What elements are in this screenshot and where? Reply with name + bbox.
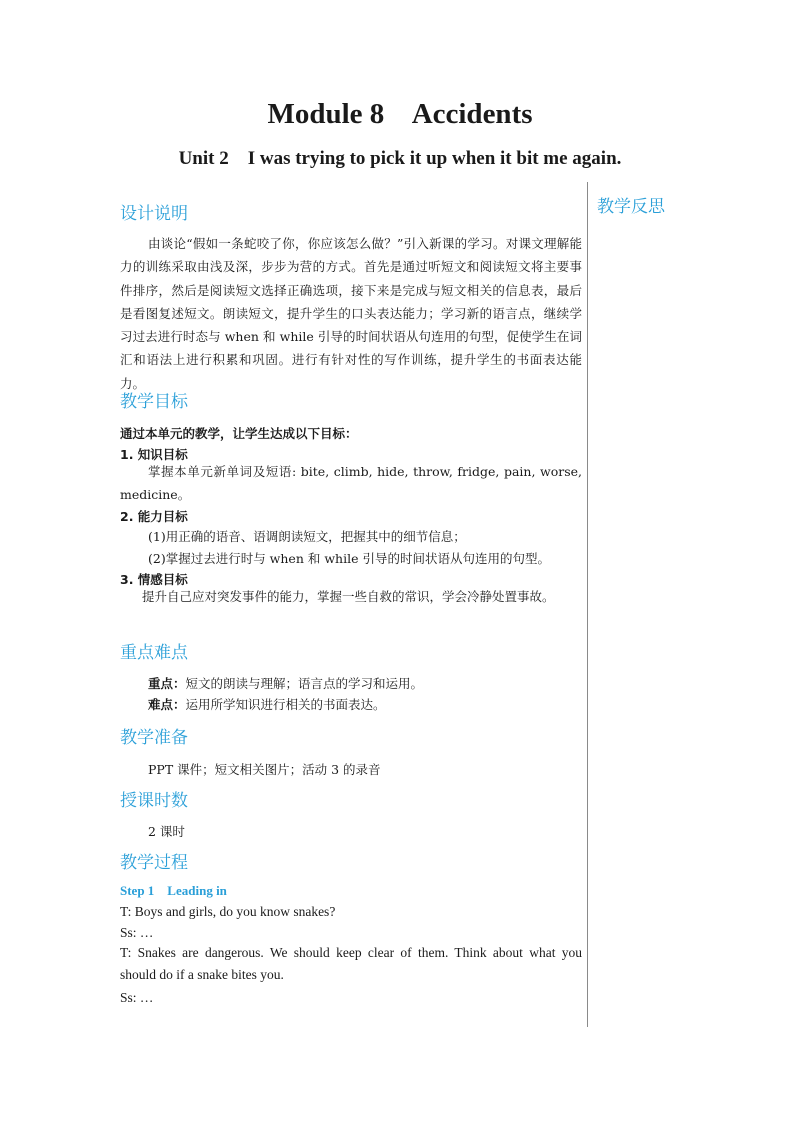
process-heading: 教学过程 — [120, 853, 188, 873]
key-points-heading: 重点难点 — [120, 643, 188, 663]
column-divider — [587, 182, 588, 1027]
ability-title: 2. 能力目标 — [120, 509, 188, 524]
emotion-text: 提升自己应对突发事件的能力，掌握一些自救的常识，学会冷静处置事故。 — [142, 589, 555, 604]
objectives-intro: 通过本单元的教学，让学生达成以下目标： — [120, 426, 358, 441]
reflection-heading: 教学反思 — [597, 197, 665, 217]
knowledge-title: 1. 知识目标 — [120, 447, 188, 462]
dialog-line: T: Snakes are dangerous. We should keep clear of them. Think about what you should do if a snake bites you. — [120, 945, 582, 982]
difficult-point-line — [148, 695, 386, 713]
dialog-line: T: Boys and girls, do you know snakes? — [120, 904, 336, 919]
key-text: 短文的朗读与理解；语言点的学习和运用。 — [185, 676, 424, 691]
hours-heading: 授课时数 — [120, 791, 188, 811]
step1-title: Step 1 Leading in — [120, 883, 227, 898]
knowledge-text: 掌握本单元新单词及短语: bite, climb, hide, throw, fridge, pain, worse, medicine。 — [120, 464, 582, 503]
ability-item-2: (2)掌握过去进行时与 when 和 while 引导的时间状语从句连用的句型。 — [148, 551, 550, 566]
hours-text: 2 课时 — [148, 824, 185, 839]
dialog-line: Ss: … — [120, 990, 154, 1005]
difficult-text: 运用所学知识进行相关的书面表达。 — [185, 697, 386, 712]
dialog-line: Ss: … — [120, 925, 154, 940]
ability-item-1: (1)用正确的语音、语调朗读短文，把握其中的细节信息； — [148, 529, 466, 544]
design-heading: 设计说明 — [120, 204, 188, 224]
objectives-heading: 教学目标 — [120, 392, 188, 412]
emotion-title: 3. 情感目标 — [120, 572, 188, 587]
design-text: 由谈论“假如一条蛇咬了你，你应该怎么做？”引入新课的学习。对课文理解能力的训练采取由浅及深，步步为营的方式。首先是通过听短文和阅读短文将主要事件排序，然后是阅读短文选择正确选项，接下来是完成与短文相关的信息表，最后是看图复述短文。朗读短文，提升学生的口头表达能力；学习新的语言点，继续学习过去进行时态与 when 和 while 引导的时间状语从句连用的句型，促使学生在词汇和语法上进行积累和巩固。进行有针对性的写作训练，提升学生的书面表达能力。 — [120, 236, 582, 391]
preparation-text: PPT 课件；短文相关图片；活动 3 的录音 — [148, 762, 381, 777]
preparation-heading: 教学准备 — [120, 728, 188, 748]
key-point-line — [148, 674, 423, 692]
key-label: 重点： — [148, 676, 186, 691]
difficult-label: 难点： — [148, 697, 186, 712]
page-title: Module 8 Accidents — [267, 98, 533, 130]
unit-subtitle: Unit 2 I was trying to pick it up when it bit me again. — [178, 148, 622, 169]
